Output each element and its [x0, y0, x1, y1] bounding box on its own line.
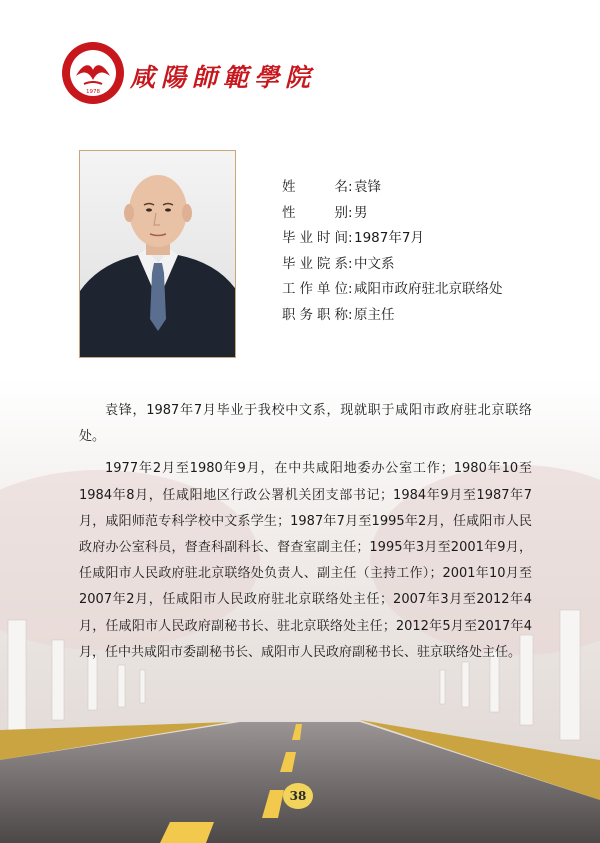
profile-row-name: 姓名 : 袁锋 [282, 175, 503, 201]
profile-label: 姓名 [282, 179, 348, 195]
profile-label: 毕业院系 [282, 255, 348, 272]
profile-value: 原主任 [354, 306, 395, 323]
profile-value: 中文系 [354, 255, 395, 272]
page-number: 38 [283, 783, 313, 809]
profile-value: 男 [354, 204, 368, 221]
profile-label: 性别 [282, 204, 348, 221]
profile-label: 职务职称 [282, 306, 348, 323]
profile-row-gender: 性别 : 男 [282, 201, 503, 227]
profile-label: 工作单位 [282, 281, 348, 298]
school-name: 咸陽師範學院 [130, 63, 317, 92]
portrait-photo [79, 150, 236, 358]
school-logo [60, 40, 126, 106]
profile-row-workplace: 工作单位 : 咸阳市政府驻北京联络处 [282, 277, 503, 303]
profile-value: 袁锋 [354, 179, 381, 195]
profile-info [282, 175, 503, 329]
profile-row-position: 职务职称 : 原主任 [282, 303, 503, 329]
profile-row-graduation-time: 毕业时间 : 1987年7月 [282, 226, 503, 252]
profile-row-department: 毕业院系 : 中文系 [282, 252, 503, 278]
biography [79, 398, 532, 672]
bio-paragraph: 袁锋，1987年7月毕业于我校中文系，现就职于咸阳市政府驻北京联络处。 [79, 403, 532, 445]
logo-year: 1978 [86, 89, 100, 95]
bio-paragraph: 1977年2月至1980年9月，在中共咸阳地委办公室工作；1980年10至1984年8月，任咸阳地区行政公署机关团支部书记；1984年9月至1987年7月，咸阳师范专科学校中文系学生；1987年7月至1995年2月，任咸阳市人民政府办公室科员，督查科副科长、督查室副主任；1995年3月至2001年9月，任咸阳市人民政府驻北京联络处负责人、副主任（主持工作）；2001年10月至2007年2月，任咸阳市人民政府驻北京联络处主任；2007年3月至2012年4月，任咸阳市人民政府副秘书长、驻北京联络处主任；2012年5月至2017年4月，任中共咸阳市委副秘书长、咸阳市人民政府副秘书长、驻京联络处主任。 [79, 461, 532, 660]
profile-label: 毕业时间 [282, 230, 348, 247]
profile-value: 咸阳市政府驻北京联络处 [354, 281, 503, 298]
profile-value: 1987年7月 [354, 230, 424, 247]
